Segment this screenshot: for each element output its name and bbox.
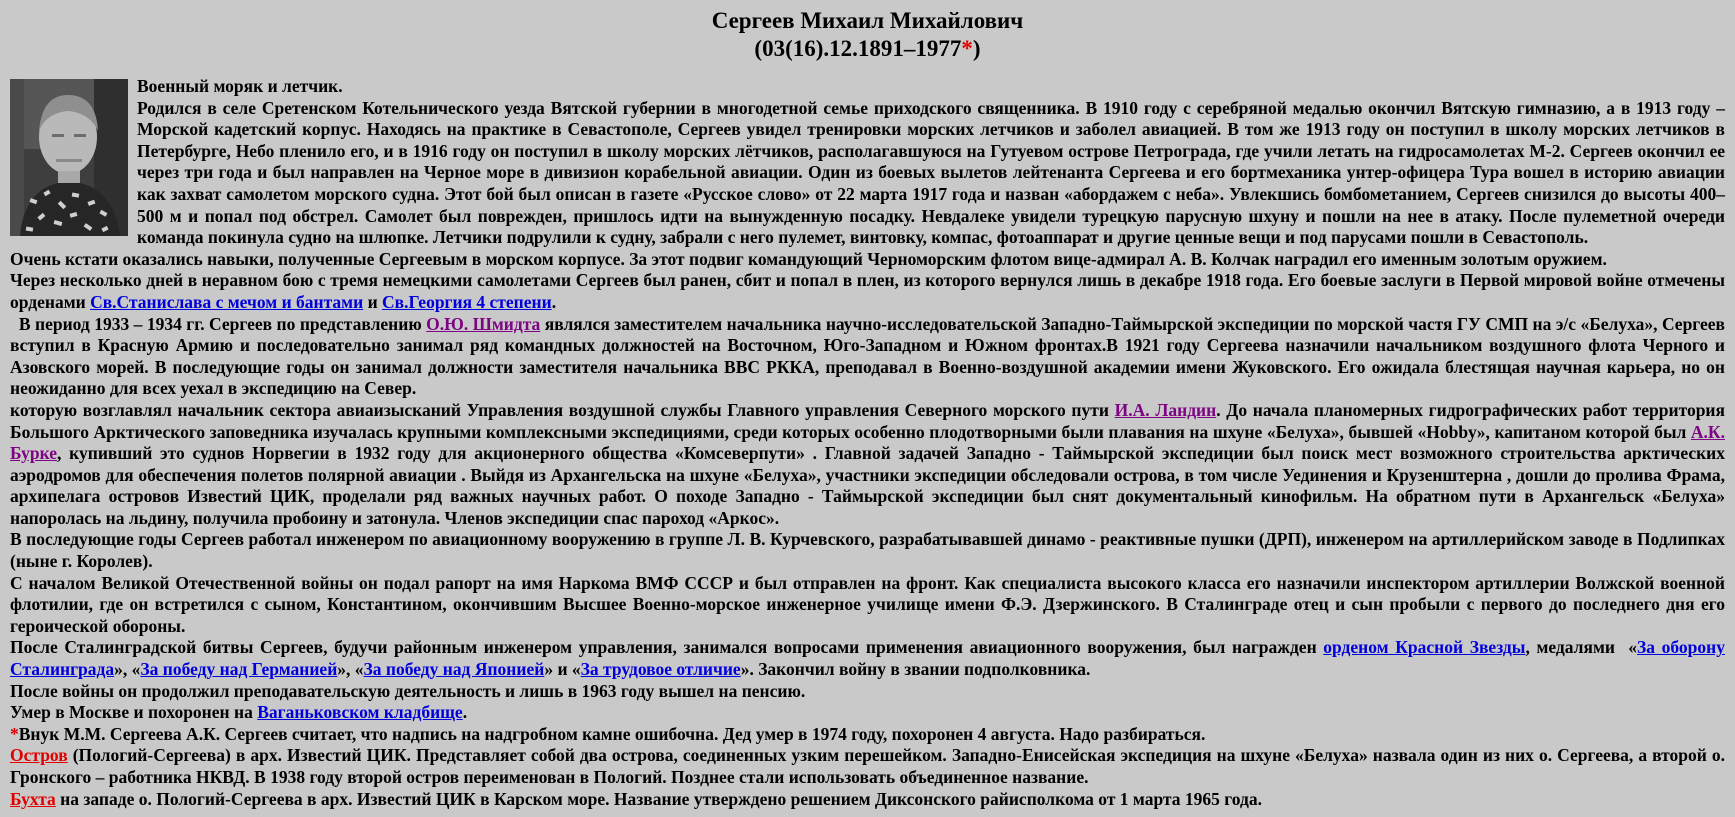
page-title [0, 0, 1735, 63]
link-shmidt[interactable]: О.Ю. Шмидта [426, 313, 541, 334]
article-segment: на западе о. Пологий-Сергеева в арх. Известий ЦИК в Карском море. Название утверждено решением Диксонского райисполкома от 1 марта 1965 года. [55, 788, 1263, 809]
footnote-asterisk: * [10, 723, 19, 744]
portrait-photo [10, 79, 128, 236]
link-sv-georgiya[interactable]: Св.Георгия 4 степени [382, 291, 552, 312]
article-segment: В период 1933 – 1934 гг. Сергеев по представлению [10, 313, 427, 334]
article-segment: » и « [544, 659, 581, 680]
link-sv-stanislava[interactable]: Св.Станислава с мечом и бантами [90, 291, 364, 312]
article-segment: После войны он продолжил преподавательскую деятельность и лишь в 1963 году вышел на пенсию. [10, 680, 806, 701]
article-segment: , купивший это суднов Норвегии в 1932 году для акционерного общества «Комсеверпути» . Главной задачей Западно - Таймырской экспедиции был поиск мест возможного строительства арктических аэродромов для обеспечения полетов полярной авиации . Выйдя из Архангельска на шхуне «Белуха», участники экспедиции обследовали острова, в том числе Уединения и Крузенштерна , дошли до пролива Фрама, архипелага островов Известий ЦИК, проделали ряд важных научных работ. О походе Западно - Таймырской экспедиции был снят документальный кинофильм. На обратном пути в Архангельск «Белуха» напоролась на льдину, получила пробоину и затонула. Членов экспедиции спас пароход «Аркос». [10, 443, 1725, 528]
article-segment: В последующие годы Сергеев работал инженером по авиационному вооружению в группе Л. В. Курчевского, разрабатывавшей динамо - реактивные пушки (ДРП), инженером на артиллерийском заводе в Подлипках (ныне г. Королев). [10, 529, 1725, 572]
dates-asterisk: * [961, 36, 973, 61]
article-segment: (Пологий-Сергеева) в арх. Известий ЦИК. Представляет собой два острова, соединенных узким перешейком. Западно-Енисейская экспедиция на шхуне «Белуха» назвала один из них о. Сергеева, а второй о. Гронского – работника НКВД. В 1938 году второй остров переименован в Пологий. Позднее стали использовать объединенное название. [10, 745, 1725, 787]
article-segment: Очень кстати оказались навыки, полученные Сергеевым в морском корпусе. За этот подвиг командующий Черноморским флотом вице-адмирал А. В. Колчак наградил его именным золотым оружием. [10, 248, 1607, 269]
article-segment: . [551, 291, 557, 312]
article-segment: », « [337, 659, 364, 680]
article-segment: Умер в Москве и похоронен на [10, 702, 258, 723]
link-vagankovskoe-kladbishche[interactable]: Ваганьковском кладбище [257, 702, 463, 723]
article-segment: С началом Великой Отечественной войны он подал рапорт на имя Наркома ВМФ СССР и был отправлен на фронт. Как специалиста высокого класса его назначили инспектором артиллерии Волжской военной флотилии, где он встретился с сыном, Константином, окончившим Высшее Военно-морское инженерное училище имени Ф.Э. Дзержинского. В Сталинграде отец и сын пробыли с первого до последнего дня его героической обороны. [10, 572, 1725, 636]
link-za-oboronu-stalingrada[interactable]: За оборону Сталинграда [10, 637, 1725, 680]
article-segment: Родился в селе Сретенском Котельнического уезда Вятской губернии в многодетной семье приходского священника. В 1910 году с серебряной медалью окончил Вятскую гимназию, а в 1913 году – Морской кадетский корпус. Находясь на практике в Севастополе, Сергеев увидел тренировки морских летчиков и заболел авиацией. В том же 1913 году он поступил в школу морских летчиков в Петербурге, Небо пленило его, и в 1916 году он поступил в школу морских лётчиков, располагавшуюся на Гутуевом острове Петрограда, где учили летать на гидросамолетах М-2. Сергеев окончил ее через три года и был направлен на Черное море в дивизион корабельной авиации. Один из боевых вылетов лейтенанта Сергеева и его бортмеханика унтер-офицера Тура вошел в историю авиации как захват самолетом морского судна. Этот бой был описан в газете «Русское слово» от 22 марта 1917 года и назван «абордажем с неба». Увлекшись бомбометанием, Сергеев снизился до высоты 400–500 м и попал под обстрел. Самолет был поврежден, пришлось идти на вынужденную посадку. Невдалеке увидели турецкую парусную шхуну и пошли на нее в атаку. После пулеметной очереди команда покинула судно на шлюпке. Летчики подрулили к судну, забрали с него пулемет, винтовку, компас, фотоаппарат и другие ценные вещи и под парусами пошли в Севастополь. [137, 97, 1725, 248]
link-orden-krasnoy-zvezdy[interactable]: орденом Красной Звезды [1323, 637, 1526, 658]
article-segment: . [462, 702, 468, 723]
person-dates: (03(16).12.1891–1977*) [754, 36, 981, 61]
article-text [10, 76, 1725, 809]
link-za-trudovoe-otlichie[interactable]: За трудовое отличие [580, 659, 741, 680]
link-bukhta[interactable]: Бухта [10, 788, 56, 809]
article-segment: . До начала планомерных гидрографических работ территория Большого Арктического заповедника изучалась крупными комплексными экспедициями, среди которых особенно плодотворными были плавания на шхуне «Белуха», бывшей «Hobby», капитаном которой был [10, 399, 1725, 442]
article-segment: Внук М.М. Сергеева А.К. Сергеев считает, что надпись на надгробном камне ошибочна. Дед умер в 1974 году, похоронен 4 августа. Надо разбираться. [18, 723, 1206, 744]
article-body [0, 76, 1735, 810]
link-za-pobedu-nad-germaniey[interactable]: За победу над Германией [140, 659, 338, 680]
article-segment: Военный моряк и летчик. [137, 76, 343, 96]
person-name: Сергеев Михаил Михайлович [711, 8, 1024, 33]
article-segment: После Сталинградской битвы Сергеев, будучи районным инженером управления, занимался вопросами применения авиационного вооружения, был награжден [10, 637, 1324, 658]
link-ostrov[interactable]: Остров [10, 745, 68, 766]
article-segment: Через несколько дней в неравном бою с тремя немецкими самолетами Сергеев был ранен, сбит и попал в плен, из которого вернулся лишь в декабре 1918 года. Его боевые заслуги в Первой мировой войне отмечены орденами [10, 270, 1725, 312]
article-segment: являлся заместителем начальника научно-исследовательской Западно-Таймырской экспедиции по морской частя ГУ СМП на э/с «Белуха», Сергеев вступил в Красную Армию и последовательно занимал ряд командных должностей на Восточном, Юго-Западном и Южном фронтах.В 1921 году Сергеева назначили начальником воздушного флота Черного и Азовского морей. В последующие годы он занимал должности заместителя начальника ВВС РККА, преподавал в Военно-воздушной академии имени Жуковского. Его ожидала блестящая научная карьера, но он неожиданно для всех уехал в экспедицию на Север. [10, 313, 1726, 399]
article-segment: », « [114, 659, 141, 680]
link-landin[interactable]: И.А. Ландин [1114, 399, 1217, 420]
article-segment: ». Закончил войну в звании подполковника. [740, 659, 1091, 680]
link-burke[interactable]: А.К. Бурке [10, 421, 1725, 464]
article-segment: , медалями « [1525, 637, 1638, 658]
article-segment: которую возглавлял начальник сектора авиаизысканий Управления воздушной службы Главного управления Северного морского пути [10, 399, 1115, 420]
article-segment: и [363, 291, 383, 312]
link-za-pobedu-nad-yaponiey[interactable]: За победу над Японией [363, 659, 545, 680]
